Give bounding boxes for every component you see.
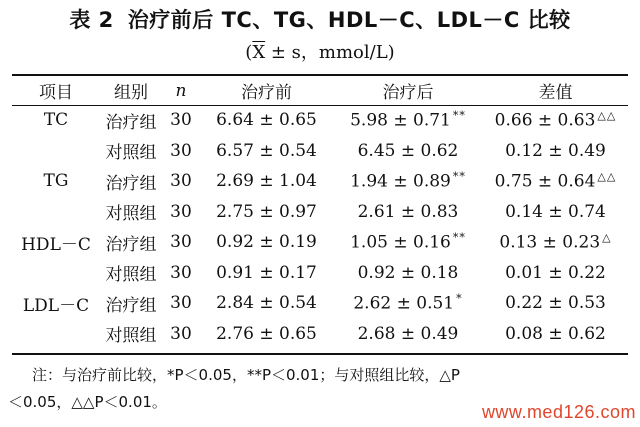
cell-before-value: 2.84 ± 0.54: [216, 293, 317, 314]
cell-diff: [483, 319, 628, 350]
header-after: 治疗后: [382, 83, 434, 103]
cell-before-value: 2.76 ± 0.65: [216, 323, 317, 344]
cell-n-value: 30: [170, 140, 192, 161]
cell-after-value: 6.45 ± 0.62: [357, 140, 459, 161]
subtitle-open: (: [245, 42, 253, 63]
cell-diff-value: 0.14 ± 0.74: [505, 201, 606, 222]
cell-before: [200, 197, 333, 228]
cell-diff-value: 0.08 ± 0.62: [505, 323, 606, 344]
cell-before: [200, 288, 333, 319]
cell-group-value: 对照组: [105, 326, 157, 347]
cell-n-value: 30: [170, 232, 192, 253]
cell-n-value: 30: [170, 171, 192, 192]
significance-mark: **: [452, 170, 466, 184]
cell-n-value: 30: [170, 293, 192, 314]
significance-mark: **: [452, 231, 466, 245]
cell-diff: [483, 227, 628, 258]
cell-after: [333, 197, 483, 228]
cell-diff: [483, 258, 628, 289]
cell-diff: [483, 166, 628, 197]
cell-n: [162, 319, 200, 350]
cell-group: [100, 166, 162, 197]
cell-group: [100, 105, 162, 136]
subtitle-rest: ± s，mmol/L): [265, 42, 395, 63]
cell-before-value: 0.91 ± 0.17: [216, 262, 317, 283]
cell-item: [12, 197, 100, 228]
cell-n: [162, 258, 200, 289]
cell-after-value: 2.61 ± 0.83: [357, 201, 459, 222]
cell-before: [200, 258, 333, 289]
cell-n-value: 30: [170, 201, 192, 222]
cell-after-value: 0.92 ± 0.18: [357, 262, 459, 283]
cell-after: [333, 319, 483, 350]
cell-after: [333, 227, 483, 258]
cell-before: [200, 136, 333, 167]
cell-before: [200, 166, 333, 197]
cell-diff: [483, 136, 628, 167]
cell-group: [100, 319, 162, 350]
watermark: www.med126.com: [481, 402, 636, 422]
cell-item: [12, 319, 100, 350]
table-title-text: 治疗前后 TC、TG、HDL－C、LDL－C 比较: [127, 8, 571, 32]
cell-diff-value: 0.13 ± 0.23: [499, 233, 601, 254]
cell-diff-value: 0.22 ± 0.53: [505, 293, 606, 314]
table-row: [12, 166, 628, 197]
cell-group: [100, 197, 162, 228]
cell-after-value: 1.05 ± 0.16: [350, 233, 451, 254]
subtitle-xbar: $\overline{X}$: [252, 42, 266, 63]
cell-item: [12, 227, 100, 258]
cell-item-value: TG: [43, 171, 69, 192]
table-row: [12, 105, 628, 136]
table-row: [12, 319, 628, 350]
cell-before-value: 0.92 ± 0.19: [216, 232, 317, 253]
cell-item: [12, 136, 100, 167]
significance-mark: △△: [597, 109, 617, 123]
cell-n: [162, 227, 200, 258]
cell-after-value: 1.94 ± 0.89: [350, 172, 451, 193]
table-title: [0, 4, 640, 34]
table-row: [12, 197, 628, 228]
cell-diff-value: 0.12 ± 0.49: [505, 140, 606, 161]
cell-before-value: 6.57 ± 0.54: [216, 140, 317, 161]
cell-group-value: 治疗组: [105, 234, 157, 255]
cell-item: [12, 166, 100, 197]
table-row: [12, 258, 628, 289]
cell-n: [162, 136, 200, 167]
cell-diff: [483, 197, 628, 228]
cell-after: [333, 166, 483, 197]
bottom-rule: [12, 353, 628, 355]
note-line-2: ＜0.05，△△P＜0.01。: [8, 393, 167, 411]
cell-diff-value: 0.66 ± 0.63: [494, 111, 596, 132]
cell-diff: [483, 288, 628, 319]
header-item: 项目: [39, 83, 73, 103]
cell-after: [333, 288, 483, 319]
cell-before-value: 2.75 ± 0.97: [216, 201, 317, 222]
header-group: 组别: [114, 83, 148, 103]
significance-mark: *: [456, 292, 463, 306]
cell-after-value: 2.68 ± 0.49: [357, 323, 459, 344]
table-row: [12, 288, 628, 319]
table-row: [12, 136, 628, 167]
cell-after: [333, 258, 483, 289]
header-before: 治疗前: [241, 83, 292, 103]
header-diff: 差值: [538, 83, 573, 103]
cell-after: [333, 105, 483, 136]
cell-n-value: 30: [170, 110, 192, 131]
cell-item-value: TC: [43, 110, 69, 131]
table-subtitle: [0, 38, 640, 64]
cell-before: [200, 105, 333, 136]
significance-mark: △△: [597, 170, 617, 184]
cell-item: [12, 288, 100, 319]
cell-n: [162, 166, 200, 197]
cell-group: [100, 288, 162, 319]
table-label: 表 2: [69, 8, 114, 32]
cell-n: [162, 105, 200, 136]
cell-group: [100, 136, 162, 167]
cell-item-value: HDL－C: [21, 234, 91, 255]
cell-group: [100, 227, 162, 258]
table-row: [12, 227, 628, 258]
cell-before: [200, 227, 333, 258]
cell-before-value: 2.69 ± 1.04: [216, 171, 317, 192]
data-table: [12, 76, 628, 349]
significance-mark: △: [602, 231, 612, 245]
cell-group-value: 治疗组: [105, 112, 157, 133]
cell-diff-value: 0.01 ± 0.22: [505, 262, 606, 283]
cell-after: [333, 136, 483, 167]
cell-before: [200, 319, 333, 350]
cell-item: [12, 105, 100, 136]
cell-after-value: 5.98 ± 0.71: [350, 111, 451, 132]
cell-n: [162, 197, 200, 228]
cell-group-value: 治疗组: [105, 295, 157, 316]
cell-group-value: 治疗组: [105, 173, 157, 194]
significance-mark: **: [452, 109, 466, 123]
header-row: [12, 76, 628, 105]
header-n: n: [175, 80, 187, 101]
cell-diff: [483, 105, 628, 136]
cell-n: [162, 288, 200, 319]
cell-after-value: 2.62 ± 0.51: [353, 294, 455, 315]
cell-item-value: LDL－C: [22, 295, 90, 316]
note-line-1: 注：与治疗前比较，*P＜0.05，**P＜0.01；与对照组比较，△P: [32, 366, 460, 384]
table-body: [12, 105, 628, 349]
cell-diff-value: 0.75 ± 0.64: [494, 172, 596, 193]
cell-n-value: 30: [170, 262, 192, 283]
cell-n-value: 30: [170, 323, 192, 344]
cell-group-value: 对照组: [105, 204, 157, 225]
cell-item: [12, 258, 100, 289]
cell-group: [100, 258, 162, 289]
cell-before-value: 6.64 ± 0.65: [216, 110, 317, 131]
cell-group-value: 对照组: [105, 265, 157, 286]
cell-group-value: 对照组: [105, 143, 157, 164]
